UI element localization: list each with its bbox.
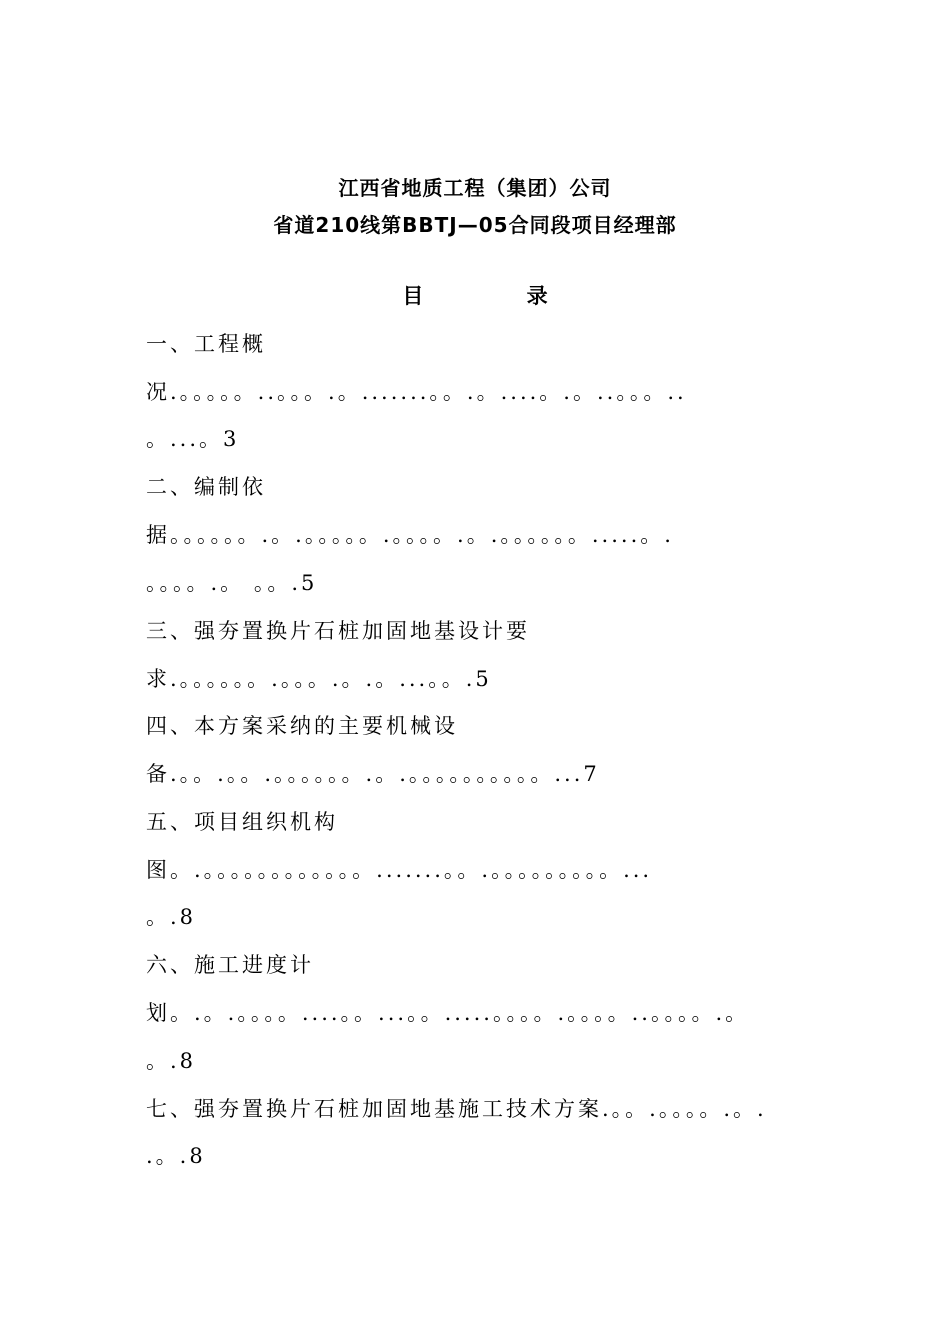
- toc-entry-7-title: 七、强夯置换片石桩加固地基施工技术方案.。。.。。。。.。.: [146, 1097, 767, 1121]
- toc-entry-2-leader: 据。。。。。。.。.。。。。。.。。。。.。.。。。。。。.....。.: [146, 523, 674, 547]
- toc-entry-3-title: 三、强夯置换片石桩加固地基设计要: [146, 619, 530, 643]
- toc-entry-6-leader: 划。.。.。。。。....。。...。。.....。。。。.。。。。..。。。。.。: [146, 1001, 750, 1025]
- toc-entry-2-page: 。。。。.。 。。.5: [146, 571, 318, 595]
- toc-entry-5-leader: 图。.。。。。。。。。。。。。.......。。.。。。。。。。。。...: [146, 858, 653, 882]
- toc-entry-6-title: 六、施工进度计: [146, 953, 314, 977]
- toc-heading: 目 录: [402, 283, 596, 308]
- toc-entry-1-title: 一、工程概: [146, 332, 266, 356]
- toc-entry-7-page: .。.8: [146, 1144, 206, 1168]
- toc-entry-4-leader: 备.。。.。。.。。。。。。.。.。。。。。。。。。。...7: [146, 762, 600, 786]
- toc-entry-1-leader: 况.。。。。。..。。。.。.......。。.。....。.。..。。。..: [146, 380, 687, 404]
- toc-entry-4-title: 四、本方案采纳的主要机械设: [146, 714, 458, 738]
- document-title-line-2: 省道210线第BBTJ—05合同段项目经理部: [273, 213, 677, 237]
- toc-entry-5-page: 。.8: [146, 905, 197, 929]
- toc-entry-1-page: 。...。3: [146, 427, 240, 451]
- toc-entry-2-title: 二、编制依: [146, 475, 266, 499]
- toc-entry-3-leader: 求.。。。。。。.。。。.。.。...。。.5: [146, 667, 492, 691]
- document-title-line-1: 江西省地质工程（集团）公司: [338, 176, 612, 200]
- toc-entry-6-page: 。.8: [146, 1049, 197, 1073]
- toc-entry-5-title: 五、项目组织机构: [146, 810, 338, 834]
